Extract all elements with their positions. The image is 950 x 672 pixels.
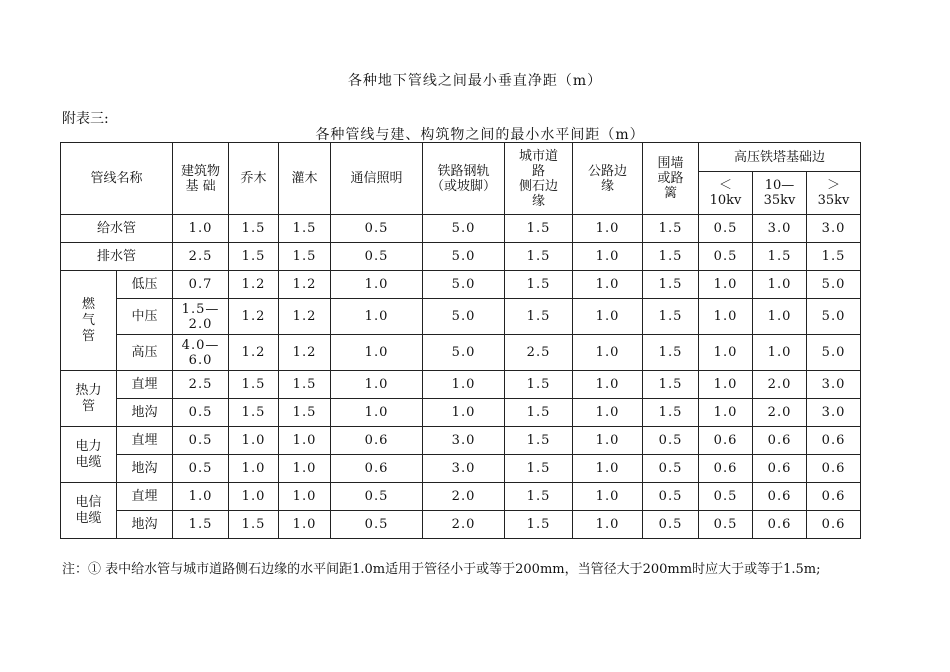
table-cell: 1.5 [505, 427, 573, 455]
table-cell: 0.6 [807, 455, 861, 483]
table-row [61, 335, 861, 371]
table-cell: 1.5 [229, 243, 279, 271]
table-cell: 1.0 [279, 511, 331, 539]
table-row [61, 455, 861, 483]
row-sub-label: 高压 [117, 335, 173, 371]
table-cell: 1.5 [505, 455, 573, 483]
table-cell: 0.6 [807, 427, 861, 455]
clearance-table [60, 142, 861, 539]
table-cell: 1.2 [279, 299, 331, 335]
table-cell: 1.2 [279, 335, 331, 371]
row-group-label: 电力 电缆 [61, 427, 117, 483]
header-shrub: 灌木 [279, 143, 331, 215]
table-cell: 1.5 [643, 299, 699, 335]
table-cell: 5.0 [423, 271, 505, 299]
table-cell: 0.5 [643, 483, 699, 511]
table-cell: 1.0 [279, 427, 331, 455]
row-group-label: 排水管 [61, 243, 173, 271]
header-fence: 围墙 或路 篱 [643, 143, 699, 215]
table-cell: 1.0 [331, 299, 423, 335]
table-cell: 1.2 [229, 335, 279, 371]
table-cell: 1.0 [229, 455, 279, 483]
table-cell: 1.5 [173, 511, 229, 539]
table-cell: 0.6 [699, 427, 753, 455]
table-cell: 1.5 [643, 371, 699, 399]
table-cell: 1.5 [505, 271, 573, 299]
table-cell: 5.0 [807, 299, 861, 335]
table-cell: 1.0 [573, 335, 643, 371]
table-cell: 1.2 [279, 271, 331, 299]
table-cell: 0.5 [331, 483, 423, 511]
table-cell: 1.5 [643, 215, 699, 243]
table-cell: 0.5 [699, 243, 753, 271]
table-cell: 1.5 [505, 399, 573, 427]
page-title: 各种地下管线之间最小垂直净距（m） [347, 73, 603, 89]
table-cell: 1.2 [229, 271, 279, 299]
table-cell: 2.0 [753, 399, 807, 427]
table-row [61, 399, 861, 427]
header-road-edge: 公路边 缘 [573, 143, 643, 215]
table-cell: 1.5 [505, 215, 573, 243]
table-row [61, 271, 861, 299]
row-group-label: 燃 气 管 [61, 271, 117, 371]
table-cell: 0.6 [753, 455, 807, 483]
table-cell: 1.0 [753, 299, 807, 335]
table-cell: 0.5 [173, 427, 229, 455]
row-group-label: 给水管 [61, 215, 173, 243]
table-cell: 1.0 [699, 271, 753, 299]
table-cell: 1.0 [279, 483, 331, 511]
table-cell: 1.0 [573, 371, 643, 399]
table-cell: 0.6 [331, 427, 423, 455]
table-cell: 1.0 [229, 483, 279, 511]
table-row [61, 483, 861, 511]
table-cell: 3.0 [753, 215, 807, 243]
row-group-label: 电信 电缆 [61, 483, 117, 539]
table-cell: 1.5 [279, 399, 331, 427]
table-cell: 0.5 [331, 215, 423, 243]
row-sub-label: 低压 [117, 271, 173, 299]
table-cell: 1.0 [573, 399, 643, 427]
table-cell: 1.5 [229, 371, 279, 399]
table-row [61, 243, 861, 271]
table-cell: 1.0 [699, 299, 753, 335]
table-cell: 0.5 [643, 427, 699, 455]
table-cell: 1.0 [573, 271, 643, 299]
table-cell: 0.6 [753, 511, 807, 539]
table-cell: 5.0 [423, 335, 505, 371]
row-sub-label: 直埋 [117, 371, 173, 399]
table-cell: 1.5 [279, 371, 331, 399]
table-cell: 1.5 [505, 483, 573, 511]
table-cell: 0.6 [699, 455, 753, 483]
table-cell: 1.5 [807, 243, 861, 271]
table-cell: 5.0 [807, 271, 861, 299]
table-cell: 1.0 [279, 455, 331, 483]
table-row [61, 427, 861, 455]
table-cell: 4.0— 6.0 [173, 335, 229, 371]
header-curb: 城市道 路 侧石边 缘 [505, 143, 573, 215]
table-row [61, 299, 861, 335]
table-cell: 5.0 [423, 215, 505, 243]
table-cell: 1.0 [423, 399, 505, 427]
table-cell: 2.0 [423, 483, 505, 511]
table-cell: 2.5 [505, 335, 573, 371]
table-cell: 1.5 [643, 335, 699, 371]
table-cell: 1.0 [331, 335, 423, 371]
table-cell: 1.5 [279, 243, 331, 271]
table-cell: 1.0 [573, 511, 643, 539]
table-body [61, 215, 861, 539]
header-pipeline-name: 管线名称 [61, 143, 173, 215]
table-cell: 3.0 [807, 215, 861, 243]
table-cell: 1.0 [573, 243, 643, 271]
footnote: 注：① 表中给水管与城市道路侧石边缘的水平间距1.0m适用于管径小于或等于200mm，当管径大于200mm时应大于或等于1.5m; [62, 562, 821, 577]
table-cell: 3.0 [807, 371, 861, 399]
table-cell: 1.5 [229, 511, 279, 539]
table-cell: 5.0 [807, 335, 861, 371]
table-cell: 2.5 [173, 371, 229, 399]
table-cell: 0.5 [173, 455, 229, 483]
table-cell: 1.0 [173, 483, 229, 511]
table-cell: 0.5 [173, 399, 229, 427]
header-comm-light: 通信照明 [331, 143, 423, 215]
table-cell: 1.5— 2.0 [173, 299, 229, 335]
table-row [61, 215, 861, 243]
table-cell: 1.5 [643, 271, 699, 299]
table-cell: 1.2 [229, 299, 279, 335]
table-cell: 1.0 [573, 483, 643, 511]
row-sub-label: 中压 [117, 299, 173, 335]
table-cell: 0.5 [699, 483, 753, 511]
table-cell: 1.0 [573, 427, 643, 455]
table-cell: 1.5 [505, 511, 573, 539]
table-cell: 1.5 [643, 399, 699, 427]
table-cell: 1.5 [643, 243, 699, 271]
row-sub-label: 地沟 [117, 455, 173, 483]
table-cell: 1.5 [505, 243, 573, 271]
table-title: 各种管线与建、构筑物之间的最小水平间距（m） [315, 127, 645, 143]
table-cell: 5.0 [423, 243, 505, 271]
table-cell: 0.5 [331, 511, 423, 539]
table-cell: 2.0 [753, 371, 807, 399]
table-cell: 0.5 [331, 243, 423, 271]
table-cell: 1.0 [331, 371, 423, 399]
table-cell: 1.0 [573, 455, 643, 483]
table-row [61, 371, 861, 399]
table-cell: 1.0 [331, 271, 423, 299]
table-cell: 1.0 [753, 271, 807, 299]
table-cell: 0.6 [807, 511, 861, 539]
row-sub-label: 直埋 [117, 427, 173, 455]
table-cell: 1.0 [229, 427, 279, 455]
appendix-label: 附表三: [62, 111, 109, 127]
table-cell: 1.0 [423, 371, 505, 399]
row-sub-label: 直埋 [117, 483, 173, 511]
table-cell: 1.0 [573, 215, 643, 243]
table-cell: 1.0 [173, 215, 229, 243]
table-cell: 3.0 [807, 399, 861, 427]
table-cell: 3.0 [423, 455, 505, 483]
table-cell: 1.0 [753, 335, 807, 371]
row-group-label: 热力 管 [61, 371, 117, 427]
table-cell: 0.6 [331, 455, 423, 483]
header-tree: 乔木 [229, 143, 279, 215]
table-cell: 0.6 [753, 483, 807, 511]
table-cell: 1.5 [229, 399, 279, 427]
table-cell: 1.0 [699, 371, 753, 399]
table-cell: 1.0 [699, 335, 753, 371]
table-cell: 1.0 [699, 399, 753, 427]
table-cell: 1.5 [753, 243, 807, 271]
table-cell: 0.6 [807, 483, 861, 511]
table-cell: 1.5 [279, 215, 331, 243]
table-cell: 0.6 [753, 427, 807, 455]
header-tower-10-35: 10— 35kv [753, 172, 807, 215]
header-building: 建筑物 基 础 [173, 143, 229, 215]
table-cell: 1.5 [229, 215, 279, 243]
header-tower: 高压铁塔基础边 [699, 143, 861, 172]
table-cell: 2.0 [423, 511, 505, 539]
row-sub-label: 地沟 [117, 399, 173, 427]
table-cell: 0.7 [173, 271, 229, 299]
table-cell: 1.5 [505, 371, 573, 399]
table-cell: 2.5 [173, 243, 229, 271]
table-cell: 0.5 [643, 511, 699, 539]
header-tower-gt35: ＞ 35kv [807, 172, 861, 215]
header-rail: 铁路钢轨 （或坡脚） [423, 143, 505, 215]
table-cell: 1.0 [573, 299, 643, 335]
table-cell: 3.0 [423, 427, 505, 455]
table-cell: 0.5 [699, 511, 753, 539]
table-cell: 0.5 [643, 455, 699, 483]
table-cell: 1.5 [505, 299, 573, 335]
table-cell: 0.5 [699, 215, 753, 243]
table-cell: 5.0 [423, 299, 505, 335]
table-row [61, 511, 861, 539]
table-cell: 1.0 [331, 399, 423, 427]
header-tower-lt10: ＜ 10kv [699, 172, 753, 215]
row-sub-label: 地沟 [117, 511, 173, 539]
